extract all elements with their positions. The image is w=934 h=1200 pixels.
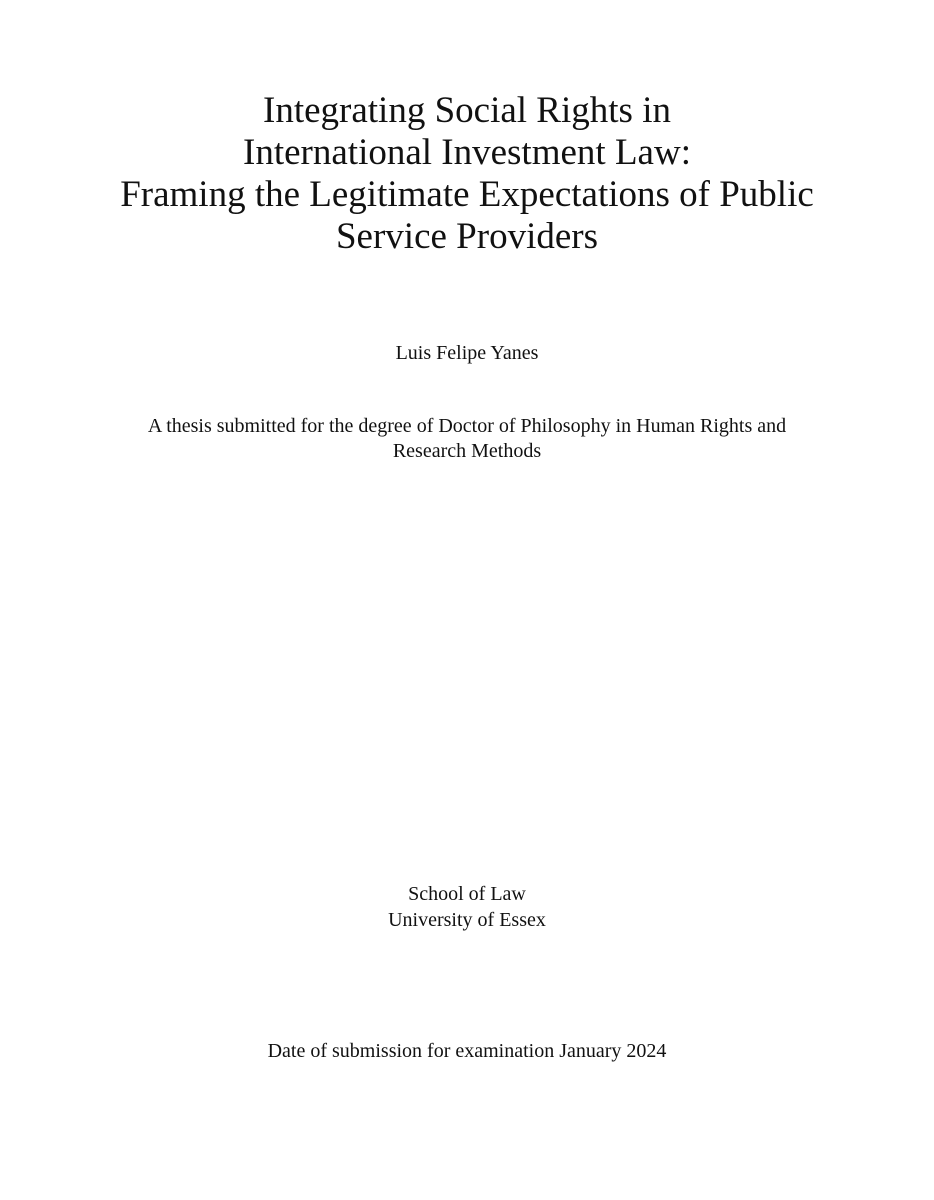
title-line: Service Providers	[335, 216, 599, 257]
title-line: Integrating Social Rights in	[263, 90, 671, 131]
university-name: University of Essex	[388, 909, 546, 931]
degree-line: A thesis submitted for the degree of Doctor of Philosophy in Human Rights and	[147, 415, 787, 437]
degree-line: Research Methods	[392, 440, 542, 462]
thesis-title	[0, 90, 934, 258]
degree-statement	[0, 414, 934, 464]
author-name: Luis Felipe Yanes	[395, 342, 539, 364]
institution-block	[0, 881, 934, 933]
school-name: School of Law	[408, 883, 526, 905]
submission-date: Date of submission for examination January 2024	[267, 1040, 667, 1062]
title-line: International Investment Law:	[243, 132, 691, 173]
title-line: Framing the Legitimate Expectations of Public	[120, 174, 814, 215]
